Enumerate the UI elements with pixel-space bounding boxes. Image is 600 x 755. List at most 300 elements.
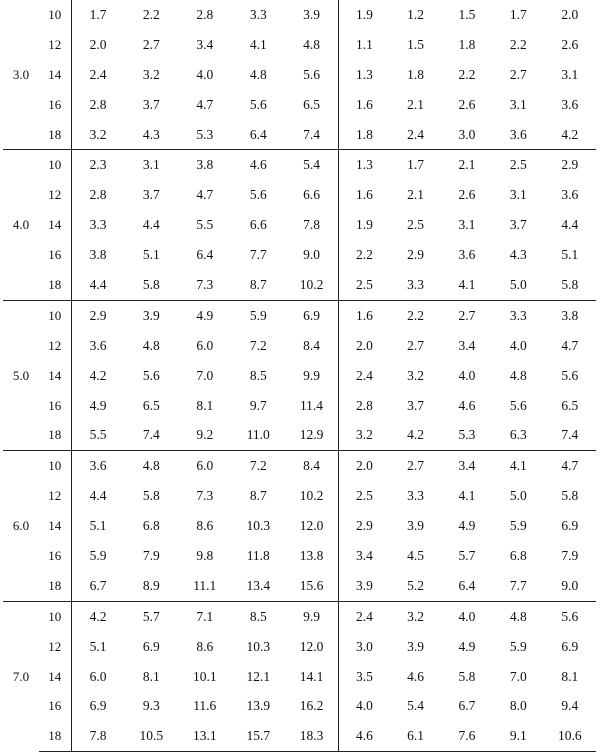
value-cell: 12.1 <box>246 668 271 684</box>
value-cell: 3.6 <box>71 451 125 481</box>
value-cell: 1.1 <box>356 36 373 52</box>
value-cell: 2.4 <box>407 126 425 142</box>
value-cell: 15.7 <box>232 721 286 751</box>
value-cell: 2.6 <box>458 96 476 112</box>
value-cell: 4.4 <box>561 217 579 233</box>
sub-label: 12 <box>39 331 71 361</box>
value-cell: 8.1 <box>561 668 579 684</box>
value-cell: 1.8 <box>458 36 476 52</box>
value-cell: 6.5 <box>142 397 160 413</box>
value-cell: 4.7 <box>544 451 596 481</box>
value-cell: 11.8 <box>246 547 270 563</box>
value-cell: 2.0 <box>339 451 390 481</box>
value-cell: 1.9 <box>356 6 373 22</box>
sub-label: 14 <box>39 662 71 692</box>
value-cell: 7.2 <box>232 451 286 481</box>
value-cell: 2.0 <box>561 6 579 22</box>
value-cell: 6.4 <box>196 247 214 263</box>
value-cell: 3.4 <box>441 451 492 481</box>
value-cell: 2.5 <box>356 276 373 292</box>
value-cell: 2.9 <box>544 150 596 180</box>
sub-label: 16 <box>39 691 71 721</box>
value-cell: 10.2 <box>285 481 339 511</box>
value-cell: 4.4 <box>89 276 107 292</box>
value-cell: 5.8 <box>458 668 476 684</box>
sub-label: 12 <box>39 30 71 60</box>
value-cell: 7.9 <box>142 547 160 563</box>
value-cell: 6.5 <box>561 397 579 413</box>
value-cell: 4.7 <box>196 187 214 203</box>
value-cell: 4.6 <box>458 397 476 413</box>
value-cell: 8.7 <box>249 276 267 292</box>
value-cell: 7.9 <box>561 547 579 563</box>
sub-label: 14 <box>39 361 71 391</box>
value-cell: 4.8 <box>285 30 339 60</box>
table-row <box>3 451 596 481</box>
table-row <box>3 180 596 210</box>
value-cell: 5.8 <box>142 276 160 292</box>
value-cell: 13.4 <box>246 577 271 593</box>
value-cell: 4.3 <box>142 126 160 142</box>
value-cell: 6.9 <box>89 698 107 714</box>
value-cell: 5.6 <box>249 187 267 203</box>
value-cell: 2.1 <box>441 150 492 180</box>
table-row <box>3 391 596 421</box>
group-label: 3.0 <box>12 66 30 82</box>
value-cell: 6.3 <box>509 427 527 443</box>
value-cell: 7.4 <box>285 120 339 150</box>
value-cell: 4.1 <box>493 451 544 481</box>
value-cell: 2.7 <box>441 300 492 330</box>
value-cell: 1.8 <box>407 66 425 82</box>
value-cell: 2.9 <box>356 518 373 534</box>
value-cell: 5.6 <box>142 367 160 383</box>
value-cell: 6.0 <box>196 337 214 353</box>
value-cell: 3.3 <box>493 300 544 330</box>
value-cell: 3.1 <box>509 187 527 203</box>
value-cell: 9.1 <box>493 721 544 751</box>
value-cell: 10.5 <box>125 721 179 751</box>
value-cell: 3.3 <box>249 6 267 22</box>
value-cell: 4.1 <box>458 276 476 292</box>
value-cell: 1.3 <box>339 150 390 180</box>
value-cell: 3.8 <box>178 150 232 180</box>
table-row <box>3 632 596 662</box>
table-row <box>3 90 596 120</box>
value-cell: 9.0 <box>561 577 579 593</box>
value-cell: 3.6 <box>561 96 579 112</box>
table-row <box>3 240 596 270</box>
value-cell: 5.6 <box>285 60 339 90</box>
value-cell: 10.3 <box>246 518 271 534</box>
value-cell: 7.4 <box>561 427 579 443</box>
value-cell: 2.0 <box>89 36 107 52</box>
value-cell: 3.9 <box>125 300 179 330</box>
value-cell: 7.4 <box>142 427 160 443</box>
value-cell: 11.0 <box>246 427 270 443</box>
value-cell: 3.0 <box>458 126 476 142</box>
value-cell: 3.8 <box>544 300 596 330</box>
value-cell: 8.9 <box>142 577 160 593</box>
sub-label: 10 <box>39 451 71 481</box>
value-cell: 2.3 <box>71 150 125 180</box>
data-table <box>3 0 596 752</box>
value-cell: 8.5 <box>249 367 267 383</box>
value-cell: 4.8 <box>249 66 267 82</box>
value-cell: 3.4 <box>458 337 476 353</box>
value-cell: 4.2 <box>71 601 125 631</box>
sub-label: 16 <box>39 391 71 421</box>
value-cell: 9.9 <box>285 361 339 391</box>
value-cell: 5.8 <box>561 488 579 504</box>
value-cell: 5.1 <box>89 638 107 654</box>
value-cell: 6.4 <box>458 577 476 593</box>
value-cell: 4.0 <box>509 337 527 353</box>
value-cell: 4.1 <box>458 488 476 504</box>
table-row <box>3 210 596 240</box>
sub-label: 10 <box>39 150 71 180</box>
value-cell: 4.8 <box>125 451 179 481</box>
table-row <box>3 361 596 391</box>
value-cell: 4.8 <box>509 367 527 383</box>
value-cell: 5.3 <box>458 427 476 443</box>
value-cell: 4.2 <box>407 427 425 443</box>
value-cell: 3.7 <box>407 397 425 413</box>
value-cell: 4.5 <box>407 547 425 563</box>
value-cell: 3.3 <box>407 488 425 504</box>
value-cell: 3.9 <box>407 518 425 534</box>
value-cell: 1.6 <box>356 96 373 112</box>
group-label: 4.0 <box>3 150 39 300</box>
value-cell: 2.2 <box>390 300 441 330</box>
sub-label: 18 <box>39 420 71 450</box>
value-cell: 3.1 <box>125 150 179 180</box>
value-cell: 4.6 <box>232 150 286 180</box>
value-cell: 8.1 <box>196 397 214 413</box>
value-cell: 5.0 <box>509 488 527 504</box>
value-cell: 6.6 <box>249 217 267 233</box>
value-cell: 3.7 <box>142 187 160 203</box>
value-cell: 4.9 <box>458 638 476 654</box>
value-cell: 5.3 <box>196 126 214 142</box>
value-cell: 2.4 <box>89 66 107 82</box>
value-cell: 4.8 <box>493 601 544 631</box>
value-cell: 3.6 <box>89 337 107 353</box>
value-cell: 7.7 <box>249 247 267 263</box>
sub-label: 18 <box>39 721 71 751</box>
value-cell: 8.5 <box>232 601 286 631</box>
value-cell: 5.5 <box>89 427 107 443</box>
value-cell: 2.4 <box>356 367 373 383</box>
sub-label: 10 <box>39 0 71 30</box>
value-cell: 3.2 <box>390 601 441 631</box>
value-cell: 4.0 <box>356 698 373 714</box>
value-cell: 5.9 <box>89 547 107 563</box>
value-cell: 6.7 <box>458 698 476 714</box>
sub-label: 16 <box>39 90 71 120</box>
value-cell: 4.6 <box>407 668 425 684</box>
value-cell: 6.1 <box>390 721 441 751</box>
value-cell: 2.2 <box>509 36 527 52</box>
value-cell: 3.9 <box>285 0 339 30</box>
value-cell: 5.7 <box>125 601 179 631</box>
value-cell: 5.2 <box>407 577 425 593</box>
value-cell: 6.9 <box>561 518 579 534</box>
value-cell: 1.3 <box>356 66 373 82</box>
value-cell: 3.6 <box>561 187 579 203</box>
value-cell: 2.1 <box>407 96 425 112</box>
value-cell: 5.6 <box>561 367 579 383</box>
value-cell: 4.9 <box>178 300 232 330</box>
value-cell: 3.5 <box>356 668 373 684</box>
value-cell: 5.6 <box>249 96 267 112</box>
value-cell: 10.6 <box>544 721 596 751</box>
value-cell: 4.3 <box>509 247 527 263</box>
value-cell: 2.9 <box>71 300 125 330</box>
value-cell: 10.3 <box>246 638 271 654</box>
value-cell: 6.0 <box>178 451 232 481</box>
value-cell: 6.4 <box>249 126 267 142</box>
sub-label: 18 <box>39 270 71 300</box>
value-cell: 1.9 <box>356 217 373 233</box>
value-cell: 5.8 <box>142 488 160 504</box>
table-row <box>3 0 596 30</box>
sub-label: 12 <box>39 481 71 511</box>
value-cell: 10.1 <box>192 668 217 684</box>
value-cell: 2.7 <box>509 66 527 82</box>
value-cell: 3.6 <box>509 126 527 142</box>
table-row <box>3 571 596 601</box>
value-cell: 4.2 <box>89 367 107 383</box>
value-cell: 3.1 <box>458 217 476 233</box>
value-cell: 1.2 <box>407 6 425 22</box>
value-cell: 5.1 <box>561 247 579 263</box>
value-cell: 11.4 <box>285 391 339 421</box>
value-cell: 5.8 <box>561 276 579 292</box>
value-cell: 5.7 <box>458 547 476 563</box>
value-cell: 3.6 <box>458 247 476 263</box>
value-cell: 9.3 <box>142 698 160 714</box>
value-cell: 3.7 <box>142 96 160 112</box>
group-label: 5.0 <box>3 300 39 450</box>
value-cell: 3.7 <box>509 217 527 233</box>
table-row <box>3 30 596 60</box>
table-row <box>3 420 596 450</box>
value-cell: 9.9 <box>285 601 339 631</box>
value-cell: 4.9 <box>89 397 107 413</box>
table-row <box>3 481 596 511</box>
value-cell: 4.7 <box>196 96 214 112</box>
value-cell: 7.1 <box>178 601 232 631</box>
value-cell: 11.1 <box>193 577 217 593</box>
value-cell: 2.7 <box>407 337 425 353</box>
value-cell: 3.2 <box>356 427 373 443</box>
sub-label: 12 <box>39 632 71 662</box>
group-label: 6.0 <box>3 451 39 601</box>
value-cell: 1.6 <box>356 187 373 203</box>
value-cell: 6.5 <box>285 90 339 120</box>
value-cell: 1.8 <box>356 126 373 142</box>
value-cell: 4.4 <box>89 488 107 504</box>
table-row <box>3 60 596 90</box>
value-cell: 2.5 <box>493 150 544 180</box>
value-cell: 2.7 <box>142 36 160 52</box>
value-cell: 5.9 <box>509 518 527 534</box>
value-cell: 4.6 <box>339 721 390 751</box>
value-cell: 3.8 <box>89 247 107 263</box>
value-cell: 7.7 <box>509 577 527 593</box>
value-cell: 6.7 <box>89 577 107 593</box>
value-cell: 3.2 <box>89 126 107 142</box>
value-cell: 2.5 <box>356 488 373 504</box>
value-cell: 2.8 <box>89 187 107 203</box>
value-cell: 4.0 <box>441 601 492 631</box>
value-cell: 2.4 <box>339 601 390 631</box>
value-cell: 4.0 <box>458 367 476 383</box>
value-cell: 2.2 <box>458 66 476 82</box>
value-cell: 6.0 <box>89 668 107 684</box>
value-cell: 3.1 <box>561 66 579 82</box>
value-cell: 7.6 <box>441 721 492 751</box>
value-cell: 1.5 <box>407 36 425 52</box>
value-cell: 5.5 <box>196 217 214 233</box>
value-cell: 2.9 <box>407 247 425 263</box>
table-row <box>3 601 596 631</box>
value-cell: 7.8 <box>71 721 125 751</box>
value-cell: 3.9 <box>407 638 425 654</box>
value-cell: 7.0 <box>509 668 527 684</box>
value-cell: 15.6 <box>285 571 339 601</box>
value-cell: 3.4 <box>356 547 373 563</box>
value-cell: 2.1 <box>407 187 425 203</box>
value-cell: 2.8 <box>89 96 107 112</box>
table-row <box>3 691 596 721</box>
value-cell: 7.8 <box>285 210 339 240</box>
value-cell: 3.2 <box>407 367 425 383</box>
sub-label: 16 <box>39 541 71 571</box>
value-cell: 9.4 <box>561 698 579 714</box>
value-cell: 16.2 <box>285 691 339 721</box>
value-cell: 5.6 <box>544 601 596 631</box>
sub-label: 12 <box>39 180 71 210</box>
sub-label: 18 <box>39 120 71 150</box>
value-cell: 8.4 <box>285 331 339 361</box>
value-cell: 5.1 <box>142 247 160 263</box>
value-cell: 3.2 <box>142 66 160 82</box>
table-row <box>3 300 596 330</box>
sub-label: 14 <box>39 60 71 90</box>
value-cell: 3.9 <box>356 577 373 593</box>
value-cell: 5.9 <box>509 638 527 654</box>
value-cell: 12.0 <box>285 632 339 662</box>
value-cell: 2.0 <box>356 337 373 353</box>
value-cell: 8.7 <box>249 488 267 504</box>
value-cell: 13.8 <box>285 541 339 571</box>
table-body <box>3 0 596 752</box>
value-cell: 5.4 <box>285 150 339 180</box>
sub-label: 16 <box>39 240 71 270</box>
value-cell: 7.2 <box>249 337 267 353</box>
value-cell: 8.1 <box>142 668 160 684</box>
value-cell: 2.7 <box>390 451 441 481</box>
value-cell: 2.6 <box>458 187 476 203</box>
value-cell: 3.3 <box>89 217 107 233</box>
table-row <box>3 511 596 541</box>
value-cell: 1.5 <box>458 6 476 22</box>
value-cell: 3.1 <box>509 96 527 112</box>
value-cell: 2.8 <box>196 6 214 22</box>
value-cell: 10.2 <box>285 270 339 300</box>
value-cell: 9.8 <box>196 547 214 563</box>
value-cell: 7.3 <box>196 276 214 292</box>
value-cell: 4.0 <box>196 66 214 82</box>
value-cell: 5.4 <box>407 698 425 714</box>
value-cell: 3.4 <box>196 36 214 52</box>
value-cell: 1.7 <box>509 6 527 22</box>
table-row <box>3 662 596 692</box>
value-cell: 13.1 <box>178 721 232 751</box>
value-cell: 1.6 <box>339 300 390 330</box>
value-cell: 2.5 <box>407 217 425 233</box>
value-cell: 1.7 <box>390 150 441 180</box>
value-cell: 9.7 <box>249 397 267 413</box>
value-cell: 12.0 <box>285 511 339 541</box>
table-row <box>3 150 596 180</box>
value-cell: 8.4 <box>285 451 339 481</box>
value-cell: 6.8 <box>142 518 160 534</box>
value-cell: 5.9 <box>232 300 286 330</box>
value-cell: 5.0 <box>509 276 527 292</box>
value-cell: 13.9 <box>246 698 271 714</box>
value-cell: 4.8 <box>142 337 160 353</box>
value-cell: 3.0 <box>356 638 373 654</box>
table-row <box>3 331 596 361</box>
value-cell: 4.7 <box>561 337 579 353</box>
value-cell: 4.4 <box>142 217 160 233</box>
value-cell: 8.6 <box>196 518 214 534</box>
value-cell: 6.9 <box>285 300 339 330</box>
table-row <box>3 120 596 150</box>
value-cell: 5.1 <box>89 518 107 534</box>
sub-label: 14 <box>39 210 71 240</box>
value-cell: 4.2 <box>561 126 579 142</box>
table-row <box>3 270 596 300</box>
sub-label: 14 <box>39 511 71 541</box>
value-cell: 7.3 <box>196 488 214 504</box>
value-cell: 6.9 <box>142 638 160 654</box>
value-cell: 4.9 <box>458 518 476 534</box>
value-cell: 18.3 <box>285 721 339 751</box>
value-cell: 8.0 <box>509 698 527 714</box>
table-row <box>3 541 596 571</box>
value-cell: 9.2 <box>196 427 214 443</box>
sub-label: 10 <box>39 601 71 631</box>
value-cell: 6.9 <box>561 638 579 654</box>
value-cell: 4.1 <box>249 36 267 52</box>
value-cell: 2.2 <box>356 247 373 263</box>
table-row <box>3 721 596 751</box>
sub-label: 10 <box>39 300 71 330</box>
value-cell: 2.8 <box>356 397 373 413</box>
value-cell: 2.6 <box>561 36 579 52</box>
value-cell: 7.0 <box>196 367 214 383</box>
value-cell: 6.6 <box>285 180 339 210</box>
value-cell: 14.1 <box>285 662 339 692</box>
value-cell: 3.3 <box>407 276 425 292</box>
sub-label: 18 <box>39 571 71 601</box>
value-cell: 5.6 <box>509 397 527 413</box>
value-cell: 12.9 <box>285 420 339 450</box>
